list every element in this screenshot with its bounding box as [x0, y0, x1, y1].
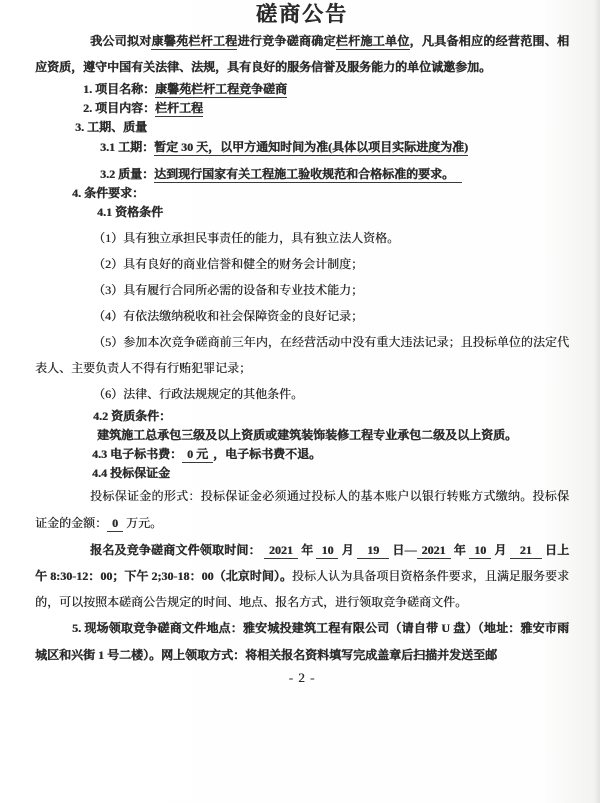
- duration-label: 3.1 工期：: [100, 140, 155, 154]
- schedule-times: 8:30-12：00；下午 2;30-18：00（北京时间）。: [50, 569, 292, 583]
- day-unit-2: 日上午: [35, 543, 570, 583]
- end-day-blank: 21: [510, 543, 542, 559]
- page-number: - 2 -: [288, 670, 316, 685]
- duration-value: 暂定 30 天，以甲方通知时间为准(具体以项目实际进度为准): [154, 140, 469, 154]
- quality-value: 达到现行国家有关工程施工验收规范和合格标准的要求。: [154, 167, 462, 183]
- schedule-label: 报名及竞争磋商文件领取时间：: [90, 543, 261, 557]
- month-unit: 月: [341, 543, 354, 557]
- intro-paragraph: [35, 28, 569, 80]
- project-content-line: [35, 99, 569, 118]
- bid-document-fee-value: 0 元: [182, 447, 213, 463]
- section4-heading: 4. 条件要求：: [72, 186, 145, 200]
- project-content-value: 栏杆工程: [155, 101, 204, 115]
- bid-document-fee-rest: ，电子标书费不退。: [213, 447, 322, 461]
- condition-item-5: （5）参加本次竞争磋商前三年内，在经营活动中没有重大违法记录；且投标单位的法定代表人、主要负责人不得有行贿犯罪记录；: [35, 335, 569, 375]
- end-year-blank: 2021: [417, 543, 451, 559]
- condition-item-3: （3）具有履行合同所必需的设备和专业技术能力；: [93, 283, 364, 297]
- project-name-underlined: 康馨苑栏杆工程: [151, 34, 238, 48]
- qualification-requirement: 建筑施工总承包三级及以上资质或建筑装饰装修工程专业承包二级及以上资质。: [97, 428, 518, 442]
- construction-unit-underlined: 栏杆施工单位: [335, 34, 410, 48]
- intro-lead: 我公司拟对: [90, 34, 152, 48]
- bid-document-fee-label: 4.3 电子标书费：: [92, 447, 183, 461]
- date-range-dash: —: [404, 543, 417, 557]
- section4-4-heading: 4.4 投标保证金: [92, 466, 171, 480]
- project-name-value: 康馨苑栏杆工程竞争磋商: [155, 82, 288, 96]
- project-name-line: [35, 80, 569, 99]
- deposit-unit: 万元。: [126, 516, 163, 530]
- condition-item-4: （4）有依法缴纳税收和社会保障资金的良好记录；: [93, 309, 364, 323]
- start-month-blank: 10: [316, 543, 338, 559]
- duration-line: [35, 137, 569, 157]
- pickup-location-text: 雅安城投建筑工程有限公司（请自带 U 盘）（地址：雅安市雨城区和兴街 1 号二楼）。: [35, 621, 569, 662]
- online-method-text: 将相关报名资料填写完成盖章后扫描并发送至邮: [245, 648, 498, 662]
- schedule-paragraph: [35, 537, 569, 615]
- year-unit-2: 年: [453, 543, 466, 557]
- condition-item-1: （1）具有独立承担民事责任的能力，具有独立法人资格。: [93, 231, 400, 245]
- section3-heading: 3. 工期、质量: [75, 120, 148, 134]
- section4-1-heading: 4.1 资格条件: [97, 205, 164, 219]
- pickup-location-paragraph: [35, 615, 569, 669]
- end-month-blank: 10: [469, 543, 491, 559]
- section4-2-heading: 4.2 资质条件：: [93, 409, 172, 423]
- online-method-label: 网上领取方式：: [161, 648, 246, 662]
- condition-item-6: （6）法律、行政法规规定的其他条件。: [93, 387, 304, 401]
- pickup-location-label: 5. 现场领取竞争磋商文件地点：: [72, 621, 243, 635]
- intro-mid: 进行竞争磋商确定: [237, 34, 336, 48]
- year-unit: 年: [301, 543, 314, 557]
- intro-rest: ，凡具备相应的经营范围、相应资质，遵守中国有关法律、法规，具有良好的服务信誉及服务能力的单位诚邀参加。: [35, 34, 569, 74]
- day-unit: 日: [392, 543, 405, 557]
- quality-line: [35, 164, 569, 184]
- deposit-text: 投标保证金的形式：投标保证金必须通过投标人的基本账户以银行转账方式缴纳。投标保证金的金额：: [35, 489, 569, 530]
- month-unit-2: 月: [494, 543, 507, 557]
- project-name-label: 1. 项目名称：: [83, 82, 156, 96]
- document-title: 磋商公告: [256, 2, 348, 26]
- bid-document-fee-line: [35, 445, 569, 464]
- project-content-label: 2. 项目内容：: [83, 101, 156, 115]
- quality-label: 3.2 质量：: [100, 167, 155, 181]
- schedule-rest: 投标人认为具备项目资格条件要求，且满足服务要求的，可以按照本磋商公告规定的时间、地点、报名方式，进行领取竞争磋商文件。: [35, 569, 569, 609]
- start-year-blank: 2021: [264, 543, 298, 559]
- condition-item-2: （2）具有良好的商业信誉和健全的财务会计制度；: [93, 257, 364, 271]
- deposit-amount: 0: [107, 516, 123, 532]
- start-day-blank: 19: [357, 543, 389, 559]
- deposit-paragraph: [35, 483, 569, 537]
